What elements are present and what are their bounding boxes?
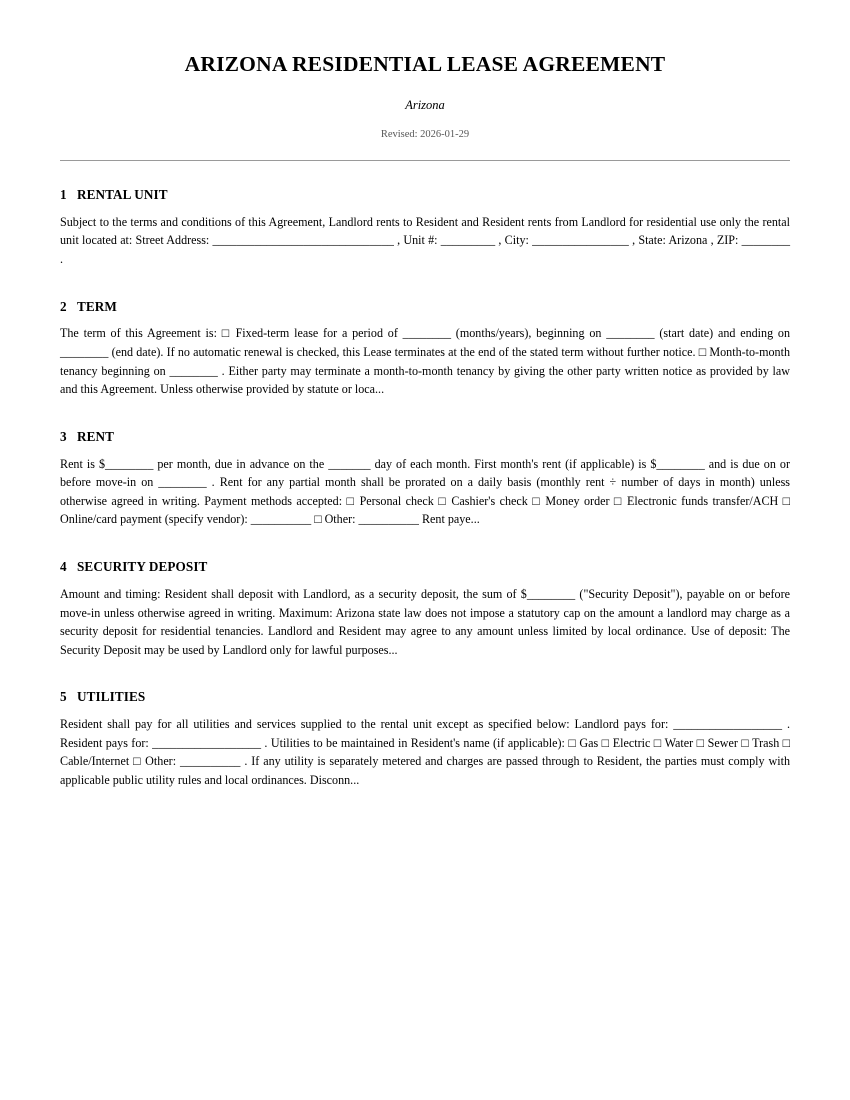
section-heading xyxy=(60,399,790,445)
section-body: Amount and timing: Resident shall deposit with Landlord, as a security deposit, the sum of $________ ("Security Deposit"), payable on or before move-in unless otherwise agreed in writing. Maximum: Arizona state law does not impose a statutory cap on the amount a landlord may charge as a security deposit for residential tenancies. Landlord and Resident may agree to any amount unless limited by local ordinance. Use of deposit: The Security Deposit may be used by Landlord only for lawful purposes... xyxy=(60,586,790,657)
page-title: ARIZONA RESIDENTIAL LEASE AGREEMENT xyxy=(184,52,666,76)
section-utilities xyxy=(60,659,790,789)
section-body: Subject to the terms and conditions of this Agreement, Landlord rents to Resident and Resident rents from Landlord for residential use only the rental unit located at: Street Address: ______________________________ , Unit #: _________ , City: ________________ , State: Arizona , ZIP: ________ . xyxy=(60,214,790,267)
section-number: 4 xyxy=(60,559,67,575)
section-title: SECURITY DEPOSIT xyxy=(77,559,208,575)
section-heading xyxy=(60,161,790,203)
section-title: TERM xyxy=(77,298,117,314)
section-number: 2 xyxy=(60,298,67,314)
section-title: RENT xyxy=(77,428,115,444)
section-title: RENTAL UNIT xyxy=(77,187,168,203)
section-rental-unit xyxy=(60,161,790,269)
document-content xyxy=(60,0,790,790)
section-rent xyxy=(60,399,790,529)
section-term xyxy=(60,269,790,399)
section-heading xyxy=(60,269,790,315)
section-heading xyxy=(60,529,790,575)
section-number: 1 xyxy=(60,187,67,203)
document-revised-date: Revised: 2026-01-29 xyxy=(380,129,470,141)
section-number: 5 xyxy=(60,689,67,705)
section-body: Rent is $________ per month, due in advance on the _______ day of each month. First month's rent (if applicable) is $________ and is due on or before move-in on ________ . Rent for any partial month shall be prorated on a daily basis (monthly rent ÷ number of days in month) unless otherwise agreed in writing. Payment methods accepted: □ Personal check □ Cashier's check □ Money order □ Electronic funds transfer/ACH □ Online/card payment (specify vendor): __________ □ Other: __________ Rent paye... xyxy=(60,456,790,527)
section-heading xyxy=(60,659,790,705)
section-number: 3 xyxy=(60,428,67,444)
section-body: Resident shall pay for all utilities and services supplied to the rental unit except as specified below: Landlord pays for: __________________ . Resident pays for: __________________ . Utilities to be maintained in Resident's name (if applicable): □ Gas □ Electric □ Water □ Sewer □ Trash □ Cable/Internet □ Other: __________ . If any utility is separately metered and charges are passed through to Resident, the parties must comply with applicable public utility rules and local ordinances. Disconn... xyxy=(60,717,790,787)
document-subtitle: Arizona xyxy=(405,97,445,112)
section-body: The term of this Agreement is: □ Fixed-term lease for a period of ________ (months/years), beginning on ________ (start date) and ending on ________ (end date). If no automatic renewal is checked, this Lease terminates at the end of the stated term without further notice. □ Month-to-month tenancy beginning on ________ . Either party may terminate a month-to-month tenancy by giving the other party written notice as provided by law and this Agreement. Unless otherwise provided by statute or loca... xyxy=(60,326,790,397)
section-title: UTILITIES xyxy=(77,689,146,705)
section-security-deposit xyxy=(60,529,790,659)
